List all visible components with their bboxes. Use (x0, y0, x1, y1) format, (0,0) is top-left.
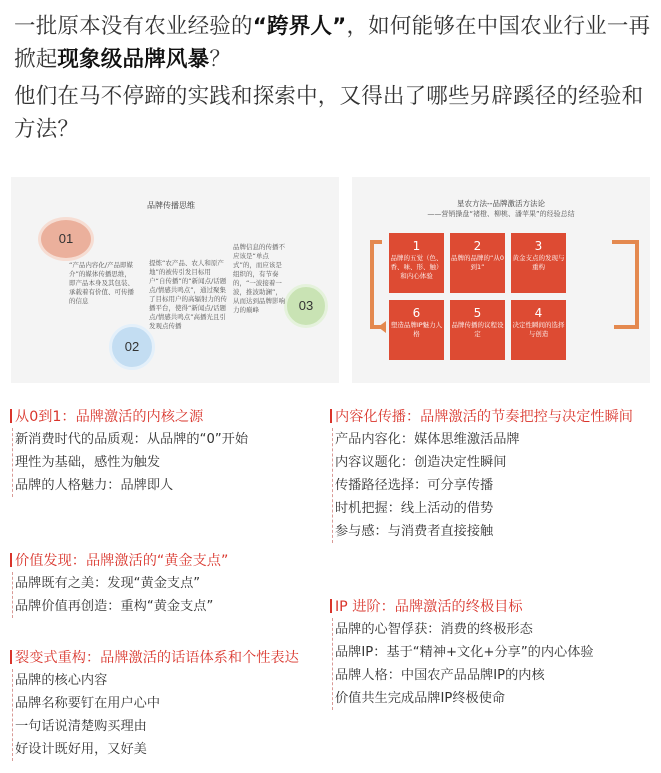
method-box-5: 5 品牌传播的议程设定 (450, 300, 505, 360)
circle-01: 01 (38, 217, 94, 261)
thinking-text-1: “产品内容化/产品即媒介”的媒体传播思维，即产品本身及其包装、承载着有价值、可传播的信息 (69, 261, 134, 305)
intro-bold-b: 现象级品牌风暴 (57, 47, 210, 72)
list-item: 参与感：与消费者直接接触 (335, 524, 494, 539)
section-ip-advance (330, 596, 594, 710)
list-item: 内容议题化：创造决定性瞬间 (335, 455, 507, 470)
method-box-2: 2 品牌的品牌的“从0到1” (450, 233, 505, 293)
thinking-text-3: 品牌信息的传播不应该是“单点式”的，而应该是组织的，有节奏的，“一波接着一波，推波助澜”，从而达到品牌影响力的巅峰 (233, 243, 285, 314)
method-box-4: 4 决定性瞬间的选择与创造 (511, 300, 566, 360)
section-fission-rebuild (10, 647, 299, 761)
intro-line-2: 他们在马不停蹄的实践和探索中，又得出了哪些另辟蹊径的经验和方法？ (14, 84, 644, 142)
section-title: 裂变式重构：品牌激活的话语体系和个性表达 (15, 650, 299, 666)
intro-text (14, 10, 654, 146)
list-item: 理性为基础，感性为触发 (15, 455, 161, 470)
circle-03: 03 (284, 284, 328, 328)
list-item: 品牌价值再创造：重构“黄金支点” (15, 599, 214, 614)
section-from-zero (10, 406, 248, 497)
list-item: 品牌IP：基于“精神+文化+分享”的内心体验 (335, 645, 594, 660)
intro-line-1 (14, 10, 654, 76)
list-item: 品牌的心智俘获：消费的终极形态 (335, 622, 533, 637)
list-item: 品牌既有之美：发现“黄金支点” (15, 576, 201, 591)
section-title: IP 进阶：品牌激活的终极目标 (335, 599, 523, 615)
method-subtitle: ——营销操盘“褚橙、柳桃、潘苹果”的经验总结 (427, 210, 575, 218)
list-item: 品牌的人格魅力：品牌即人 (15, 478, 174, 493)
method-box-3: 3 黄金支点的发现与重构 (511, 233, 566, 293)
list-item: 产品内容化：媒体思维激活品牌 (335, 432, 520, 447)
circle-02: 02 (109, 324, 155, 370)
thinking-text-2: 提炼“农产品、农人和原产地”的被传引发目标用户“自传播”的“新闻点/话题点/情感共鸣点”，通过聚集了目标用户的高辐射力的传播平台，使得“新闻点/话题点/情感共鸣点”高播光且引发观点传播 (149, 259, 227, 330)
list-item: 传播路径选择：可分享传播 (335, 478, 494, 493)
brand-activation-figure (352, 177, 650, 383)
brand-thinking-figure (11, 177, 339, 383)
method-box-1: 1 品牌的五觉（色、香、味、形、触）和内心体验 (389, 233, 444, 293)
list-item: 价值共生完成品牌IP终极使命 (335, 691, 506, 706)
method-title: 星农方法--品牌激活方法论 (457, 199, 545, 208)
figure-title: 品牌传播思维 (147, 201, 195, 210)
intro-bold-a: “跨界人” (252, 14, 347, 39)
list-item: 时机把握：线上活动的借势 (335, 501, 494, 516)
list-item: 品牌人格：中国农产品品牌IP的内核 (335, 668, 545, 683)
section-value-discovery (10, 550, 228, 618)
section-title: 从0到1：品牌激活的内核之源 (15, 409, 204, 425)
section-title: 内容化传播：品牌激活的节奏把控与决定性瞬间 (335, 409, 633, 425)
intro-text-c: ？ (209, 47, 232, 72)
list-item: 品牌名称要钉在用户心中 (15, 696, 161, 711)
section-content-spread (330, 406, 633, 543)
list-item: 新消费时代的品质观：从品牌的“0”开始 (15, 432, 249, 447)
method-box-6: 6 塑造品牌IP魅力人格 (389, 300, 444, 360)
intro-text-a: 一批原本没有农业经验的 (14, 14, 253, 39)
list-item: 一句话说清楚购买理由 (15, 719, 147, 734)
list-item: 好设计既好用，又好美 (15, 742, 147, 757)
list-item: 品牌的核心内容 (15, 673, 108, 688)
intro-text-b: ，如何能够在中国农业行业一再掀起 (14, 14, 651, 72)
section-title: 价值发现：品牌激活的“黄金支点” (15, 553, 229, 569)
